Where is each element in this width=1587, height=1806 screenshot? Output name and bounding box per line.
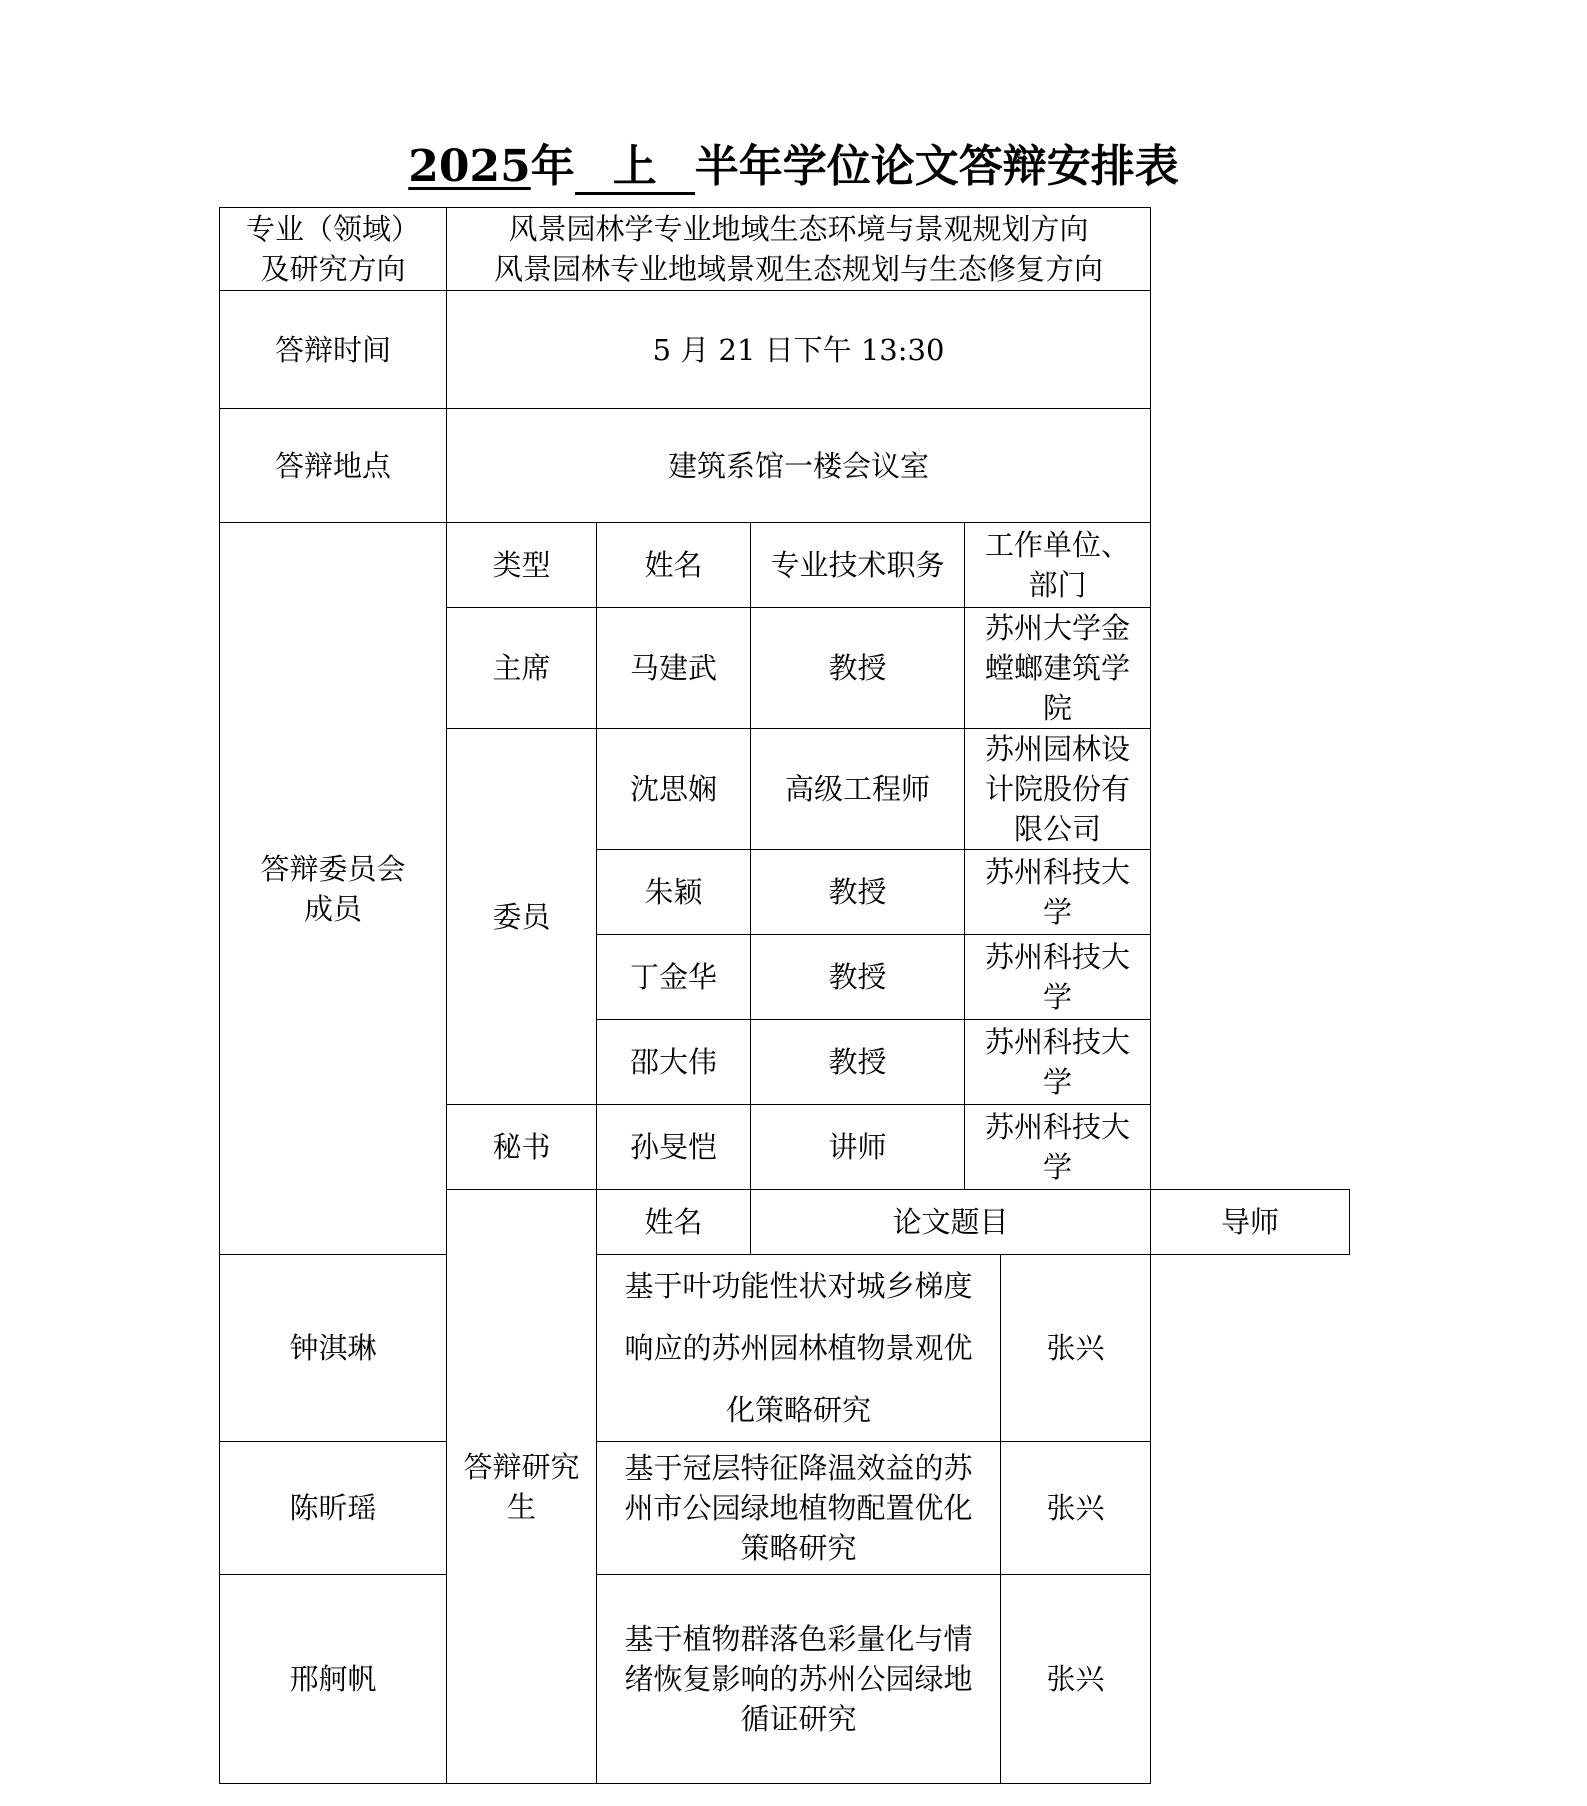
time-row (220, 291, 1350, 409)
secretary-title: 讲师 (751, 1105, 965, 1190)
student-name: 邢舸帆 (220, 1575, 447, 1784)
student-thesis: 基于冠层特征降温效益的苏州市公园绿地植物配置优化策略研究 (597, 1442, 1001, 1575)
member-name: 沈思娴 (597, 729, 751, 850)
student-row (220, 1255, 1350, 1442)
defense-schedule-table (219, 207, 1350, 1784)
member-role: 委员 (447, 729, 597, 1105)
students-header-advisor: 导师 (1151, 1190, 1350, 1255)
member-title: 教授 (751, 935, 965, 1020)
major-label: 专业（领域） 及研究方向 (220, 208, 447, 291)
place-value: 建筑系馆一楼会议室 (447, 409, 1151, 523)
student-advisor: 张兴 (1001, 1575, 1151, 1784)
committee-header-type: 类型 (447, 523, 597, 608)
committee-header-title: 专业技术职务 (751, 523, 965, 608)
student-row (220, 1442, 1350, 1575)
title-year: 2025 (408, 141, 531, 192)
chair-role: 主席 (447, 608, 597, 729)
title-year-suffix: 年 (530, 141, 575, 192)
member-unit: 苏州科技大学 (965, 850, 1151, 935)
member-title: 教授 (751, 850, 965, 935)
students-header-name: 姓名 (597, 1190, 751, 1255)
title-half: 上 (575, 142, 695, 195)
place-row (220, 409, 1350, 523)
committee-header-row (220, 523, 1350, 608)
member-name: 朱颖 (597, 850, 751, 935)
student-thesis: 基于植物群落色彩量化与情绪恢复影响的苏州公园绿地循证研究 (597, 1575, 1001, 1784)
member-name: 丁金华 (597, 935, 751, 1020)
secretary-role: 秘书 (447, 1105, 597, 1190)
member-name: 邵大伟 (597, 1020, 751, 1105)
student-name: 钟淇琳 (220, 1255, 447, 1442)
student-thesis: 基于叶功能性状对城乡梯度响应的苏州园林植物景观优化策略研究 (597, 1255, 1001, 1442)
student-advisor: 张兴 (1001, 1255, 1151, 1442)
time-value: 5 月 21 日下午 13:30 (447, 291, 1151, 409)
students-label: 答辩研究生 (447, 1190, 597, 1784)
member-unit: 苏州科技大学 (965, 1020, 1151, 1105)
major-value: 风景园林学专业地域生态环境与景观规划方向 风景园林专业地域景观生态规划与生态修复方向 (447, 208, 1151, 291)
secretary-unit: 苏州科技大学 (965, 1105, 1151, 1190)
time-label: 答辩时间 (220, 291, 447, 409)
students-header-thesis: 论文题目 (751, 1190, 1151, 1255)
chair-unit: 苏州大学金螳螂建筑学院 (965, 608, 1151, 729)
student-advisor: 张兴 (1001, 1442, 1151, 1575)
member-unit: 苏州园林设计院股份有限公司 (965, 729, 1151, 850)
place-label: 答辩地点 (220, 409, 447, 523)
secretary-name: 孙旻恺 (597, 1105, 751, 1190)
committee-label: 答辩委员会 成员 (220, 523, 447, 1255)
major-row (220, 208, 1350, 291)
title-rest: 半年学位论文答辩安排表 (694, 141, 1179, 192)
student-name: 陈昕瑶 (220, 1442, 447, 1575)
committee-header-name: 姓名 (597, 523, 751, 608)
chair-name: 马建武 (597, 608, 751, 729)
document-title (0, 138, 1587, 196)
member-unit: 苏州科技大学 (965, 935, 1151, 1020)
chair-title: 教授 (751, 608, 965, 729)
member-title: 教授 (751, 1020, 965, 1105)
student-row (220, 1575, 1350, 1784)
committee-header-unit: 工作单位、部门 (965, 523, 1151, 608)
member-title: 高级工程师 (751, 729, 965, 850)
